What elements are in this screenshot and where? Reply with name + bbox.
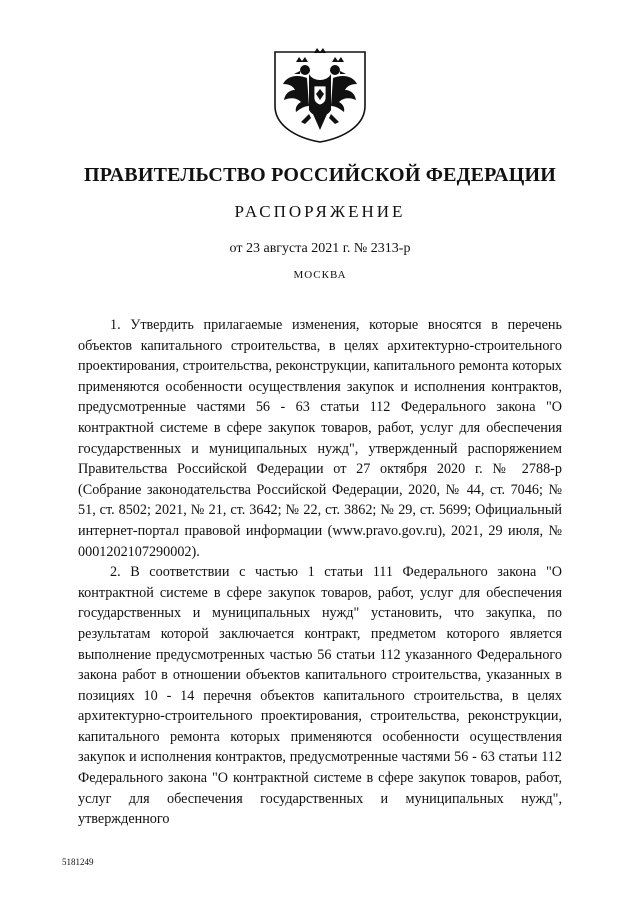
document-type: РАСПОРЯЖЕНИЕ xyxy=(234,202,406,221)
document-body xyxy=(78,315,562,830)
russian-coat-of-arms-icon xyxy=(271,44,369,144)
paragraph-2: 2. В соответствии с частью 1 статьи 111 Федерального закона "О контрактной системе в сфере закупок товаров, работ, услуг для обеспечения государственных и муниципальных нужд" установить, что закупка, по результатам которой заключается контракт, предметом которого является выполнение предусмотренных частью 56 статьи 112 указанного Федерального закона работ в отношении объектов капитального строительства, указанных в позициях 10 - 14 перечня объектов капитального строительства, в целях архитектурно-строительного проектирования, строительства, реконструкции, капитального ремонта которых применяются особенности осуществления закупок и исполнения контрактов, предусмотренные частями 56 - 63 статьи 112 Федерального закона "О контрактной системе в сфере закупок товаров, работ, услуг для обеспечения государственных и муниципальных нужд", утвержденного xyxy=(78,564,562,828)
government-title: ПРАВИТЕЛЬСТВО РОССИЙСКОЙ ФЕДЕРАЦИИ xyxy=(84,164,556,186)
paragraph-1: 1. Утвердить прилагаемые изменения, которые вносятся в перечень объектов капитального строительства, в целях архитектурно-строительного проектирования, строительства, реконструкции, капитального ремонта которых применяются особенности осуществления закупок и исполнения контрактов, предусмотренные частями 56 - 63 статьи 112 Федерального закона "О контрактной системе в сфере закупок товаров, работ, услуг для обеспечения государственных и муниципальных нужд", утвержденный распоряжением Правительства Российской Федерации от 27 октября 2020 г. № 2788-р (Собрание законодательства Российской Федерации, 2020, № 44, ст. 7046; № 51, ст. 8502; 2021, № 21, ст. 3642; № 22, ст. 3862; № 29, ст. 5699; Официальный интернет-портал правовой информации (www.pravo.gov.ru), 2021, 29 июля, № 0001202107290002). xyxy=(78,317,562,560)
document-date-number: от 23 августа 2021 г. № 2313-р xyxy=(229,241,411,256)
document-code: 5181249 xyxy=(62,857,94,867)
document-place: МОСКВА xyxy=(293,269,347,281)
